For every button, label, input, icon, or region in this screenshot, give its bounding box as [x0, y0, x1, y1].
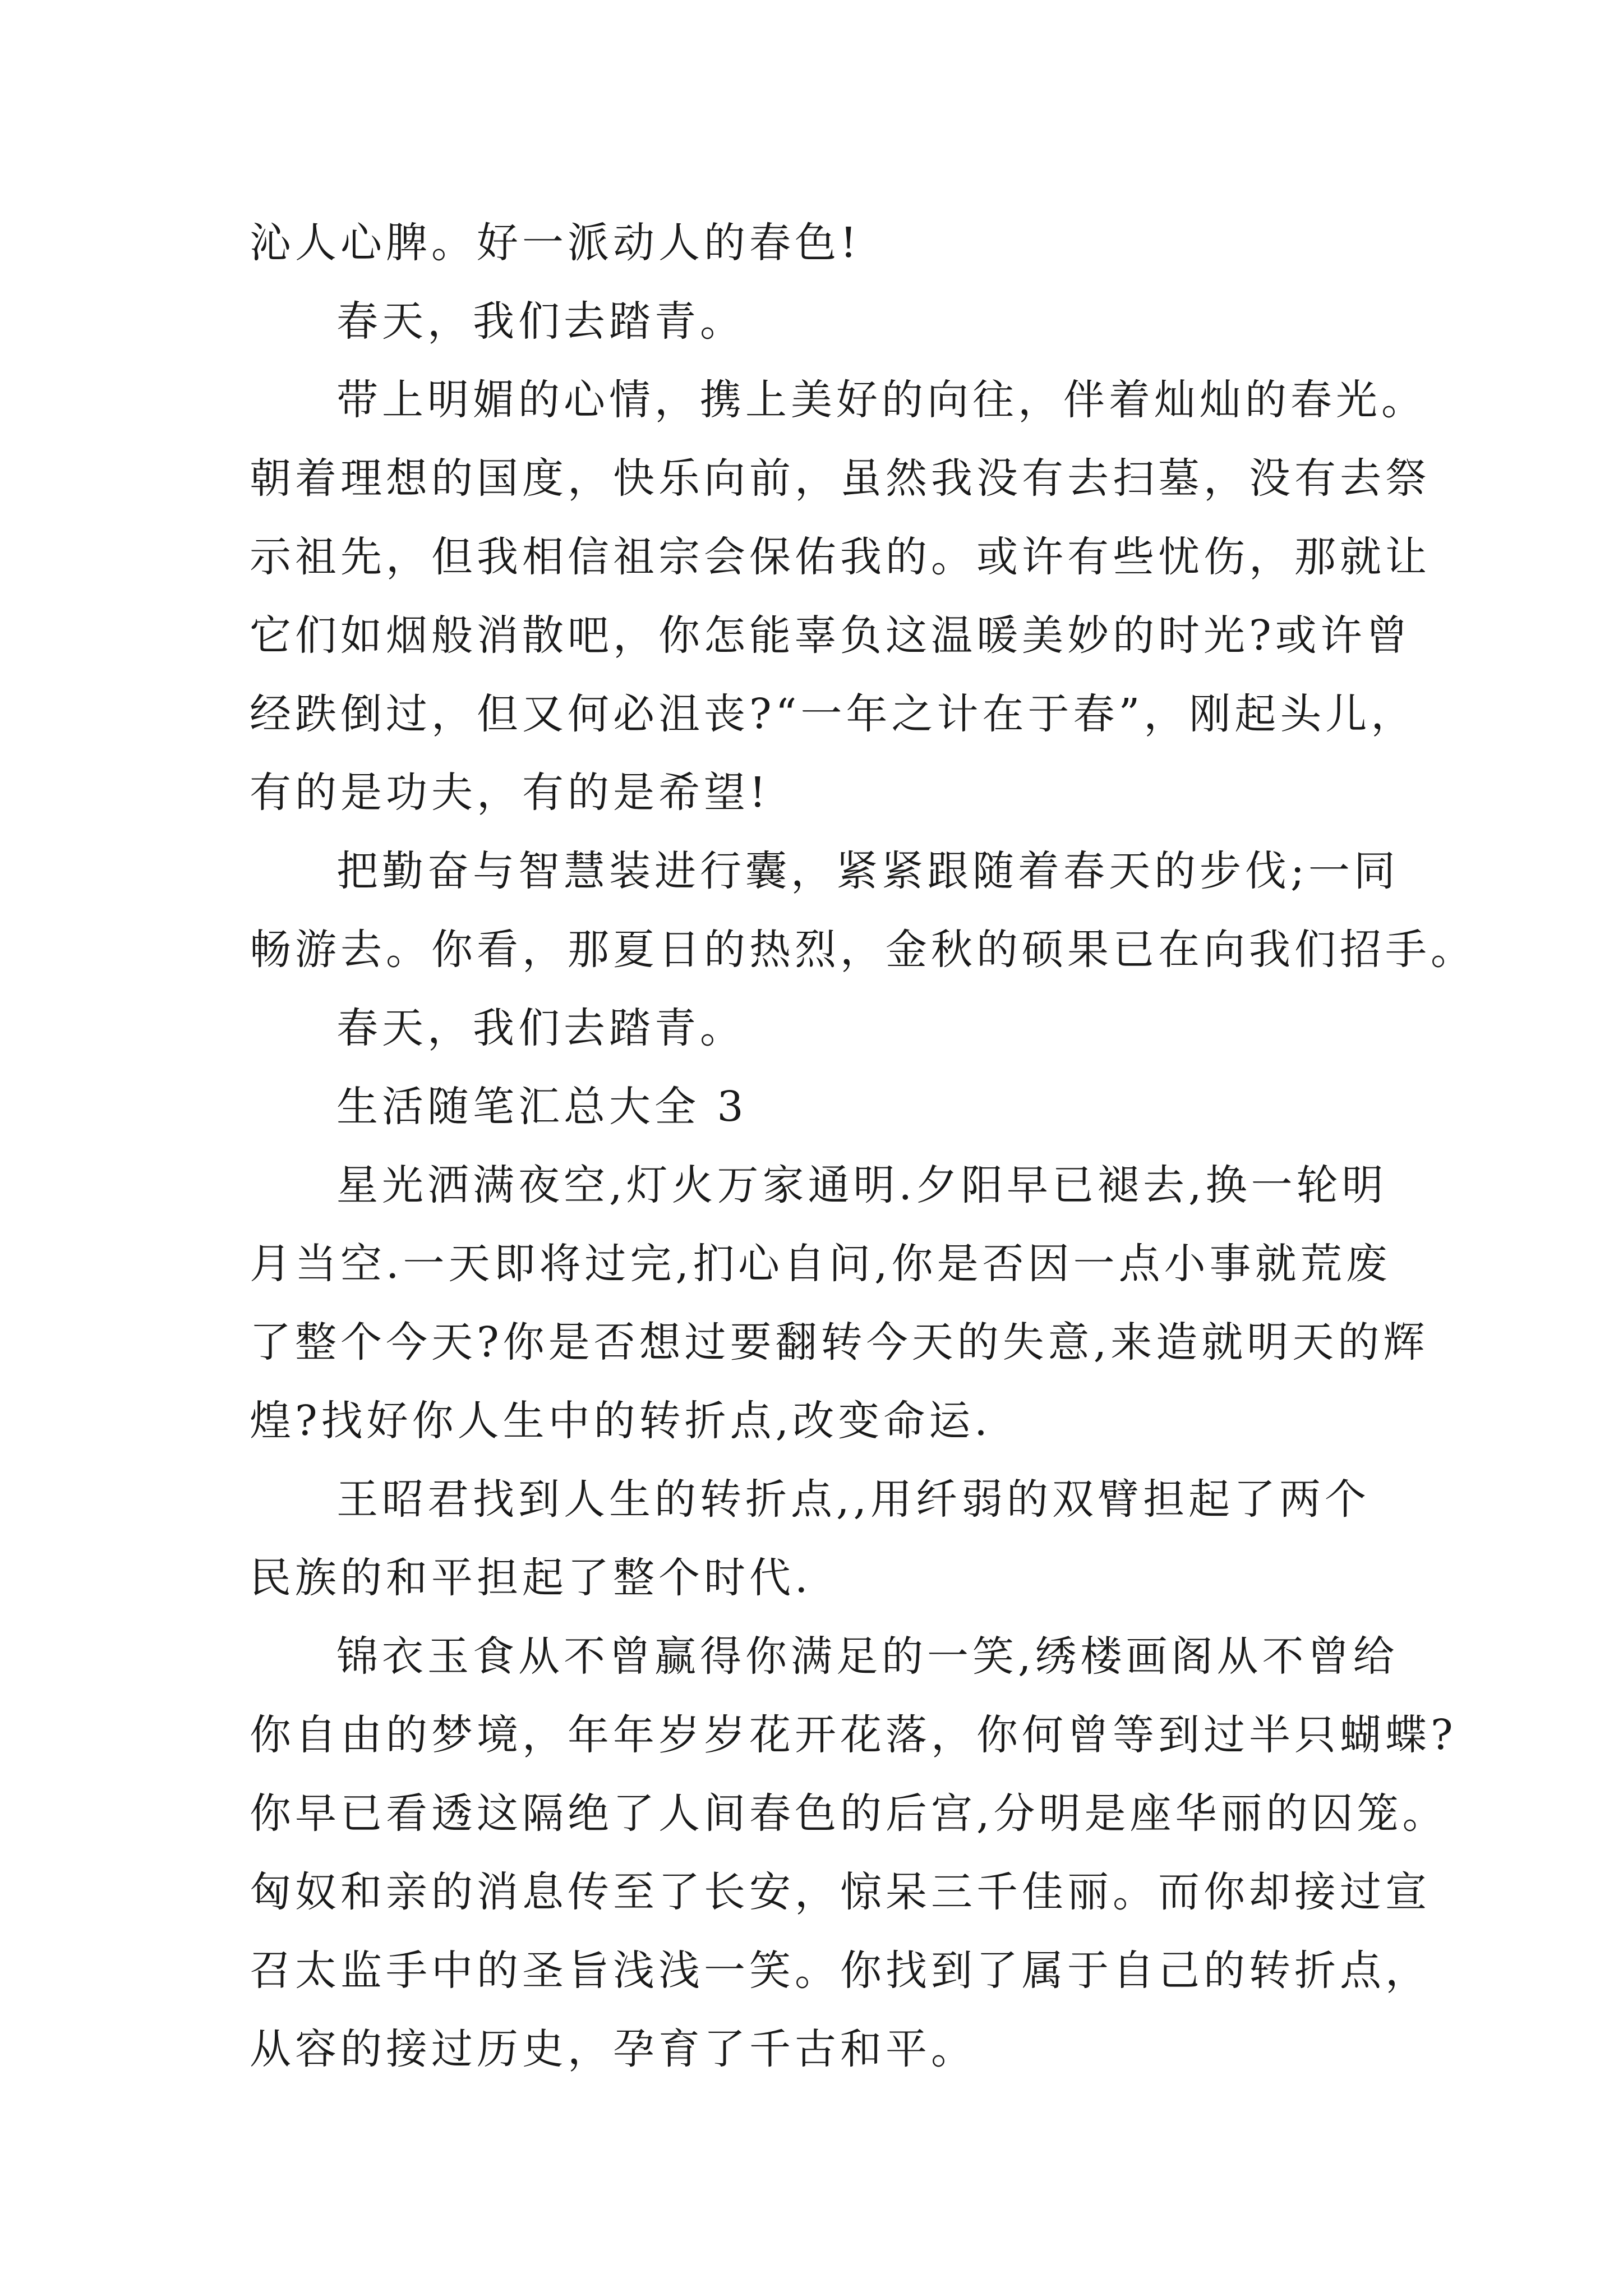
text-line: 了整个今天?你是否想过要翻转今天的失意,来造就明天的辉	[250, 1318, 1429, 1366]
text-line: 沁人心脾。好一派动人的春色!	[250, 219, 861, 267]
text-line: 民族的和平担起了整个时代.	[250, 1554, 812, 1602]
text-line: 王昭君找到人生的转折点,,用纤弱的双臂担起了两个	[336, 1475, 1371, 1524]
section-heading: 生活随笔汇总大全 3	[336, 1083, 748, 1131]
text-line: 春天，我们去踏青。	[336, 1004, 745, 1052]
text-line: 匈奴和亲的消息传至了长安，惊呆三千佳丽。而你却接过宣	[250, 1868, 1431, 1916]
text-line: 示祖先，但我相信祖宗会保佑我的。或许有些忧伤，那就让	[250, 533, 1431, 581]
text-line: 煌?找好你人生中的转折点,改变命运.	[250, 1397, 992, 1445]
text-line: 经跌倒过，但又何必沮丧?“一年之计在于春”，刚起头儿，	[250, 690, 1417, 738]
text-line: 月当空.一天即将过完,扪心自问,你是否因一点小事就荒废	[250, 1240, 1391, 1288]
text-line: 把勤奋与智慧装进行囊，紧紧跟随着春天的步伐;一同	[336, 847, 1399, 895]
text-line: 畅游去。你看，那夏日的热烈，金秋的硕果已在向我们招手。	[250, 926, 1476, 974]
text-line: 朝着理想的国度，快乐向前，虽然我没有去扫墓，没有去祭	[250, 454, 1431, 503]
text-line: 召太监手中的圣旨浅浅一笑。你找到了属于自己的转折点，	[250, 1947, 1431, 1995]
text-line: 有的是功夫，有的是希望!	[250, 769, 770, 817]
text-line: 春天，我们去踏青。	[336, 297, 745, 346]
text-line: 从容的接过历史，孕育了千古和平。	[250, 2025, 976, 2073]
text-line: 星光洒满夜空,灯火万家通明.夕阳早已褪去,换一轮明	[336, 1161, 1387, 1209]
text-line: 锦衣玉食从不曾赢得你满足的一笑,绣楼画阁从不曾给	[336, 1632, 1399, 1681]
text-line: 你自由的梦境，年年岁岁花开花落，你何曾等到过半只蝴蝶?	[250, 1711, 1457, 1759]
text-line: 它们如烟般消散吧，你怎能辜负这温暖美妙的时光?或许曾	[250, 611, 1412, 660]
text-line: 带上明媚的心情，携上美好的向往，伴着灿灿的春光。	[336, 376, 1427, 424]
text-line: 你早已看透这隔绝了人间春色的后宫,分明是座华丽的囚笼。	[250, 1789, 1448, 1838]
